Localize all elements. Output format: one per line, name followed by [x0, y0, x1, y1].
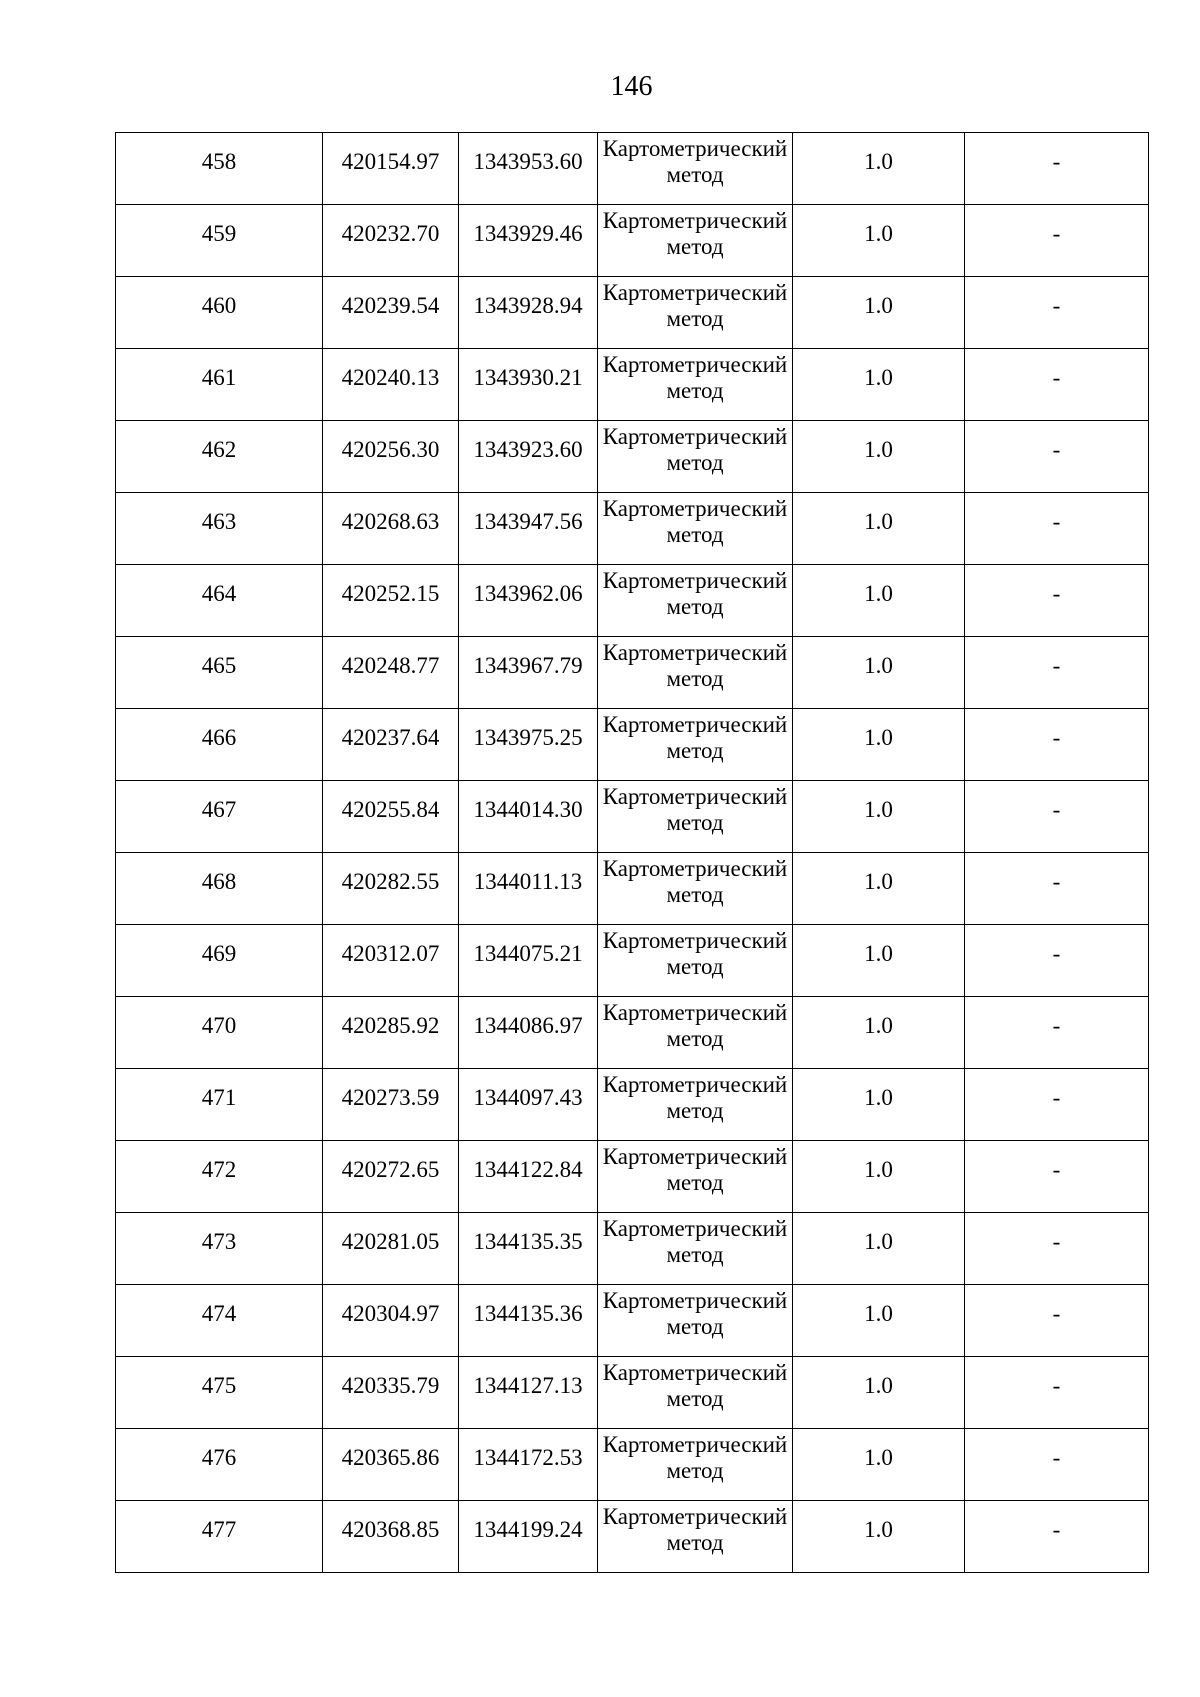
y-coordinate-cell: 1344199.24 [459, 1501, 598, 1573]
table-row [116, 277, 1149, 349]
note-cell: - [965, 493, 1149, 565]
table-row [116, 1285, 1149, 1357]
note-cell: - [965, 709, 1149, 781]
table-row [116, 1213, 1149, 1285]
table-row [116, 925, 1149, 997]
point-number-cell: 460 [116, 277, 323, 349]
method-cell: Картометрический метод [598, 1429, 793, 1501]
accuracy-cell: 1.0 [793, 1069, 965, 1141]
method-cell: Картометрический метод [598, 997, 793, 1069]
method-cell: Картометрический метод [598, 1069, 793, 1141]
point-number-cell: 473 [116, 1213, 323, 1285]
table-row [116, 1429, 1149, 1501]
page-number: 146 [610, 71, 653, 102]
y-coordinate-cell: 1343962.06 [459, 565, 598, 637]
note-cell: - [965, 853, 1149, 925]
x-coordinate-cell: 420252.15 [323, 565, 459, 637]
x-coordinate-cell: 420282.55 [323, 853, 459, 925]
point-number-cell: 471 [116, 1069, 323, 1141]
method-cell: Картометрический метод [598, 493, 793, 565]
note-cell: - [965, 565, 1149, 637]
note-cell: - [965, 349, 1149, 421]
x-coordinate-cell: 420239.54 [323, 277, 459, 349]
note-cell: - [965, 1213, 1149, 1285]
note-cell: - [965, 1285, 1149, 1357]
method-cell: Картометрический метод [598, 565, 793, 637]
y-coordinate-cell: 1344075.21 [459, 925, 598, 997]
table-row [116, 349, 1149, 421]
y-coordinate-cell: 1344014.30 [459, 781, 598, 853]
note-cell: - [965, 1501, 1149, 1573]
y-coordinate-cell: 1344011.13 [459, 853, 598, 925]
table-row [116, 565, 1149, 637]
accuracy-cell: 1.0 [793, 493, 965, 565]
note-cell: - [965, 637, 1149, 709]
y-coordinate-cell: 1343947.56 [459, 493, 598, 565]
y-coordinate-cell: 1343929.46 [459, 205, 598, 277]
y-coordinate-cell: 1344172.53 [459, 1429, 598, 1501]
table-row [116, 709, 1149, 781]
method-cell: Картометрический метод [598, 277, 793, 349]
x-coordinate-cell: 420312.07 [323, 925, 459, 997]
note-cell: - [965, 277, 1149, 349]
table-row [116, 493, 1149, 565]
table-row [116, 1141, 1149, 1213]
accuracy-cell: 1.0 [793, 853, 965, 925]
accuracy-cell: 1.0 [793, 709, 965, 781]
method-cell: Картометрический метод [598, 709, 793, 781]
note-cell: - [965, 1357, 1149, 1429]
point-number-cell: 469 [116, 925, 323, 997]
y-coordinate-cell: 1343967.79 [459, 637, 598, 709]
note-cell: - [965, 1069, 1149, 1141]
y-coordinate-cell: 1344097.43 [459, 1069, 598, 1141]
note-cell: - [965, 1141, 1149, 1213]
accuracy-cell: 1.0 [793, 1213, 965, 1285]
accuracy-cell: 1.0 [793, 1285, 965, 1357]
note-cell: - [965, 205, 1149, 277]
accuracy-cell: 1.0 [793, 421, 965, 493]
note-cell: - [965, 781, 1149, 853]
x-coordinate-cell: 420335.79 [323, 1357, 459, 1429]
y-coordinate-cell: 1343953.60 [459, 133, 598, 205]
method-cell: Картометрический метод [598, 1357, 793, 1429]
point-number-cell: 475 [116, 1357, 323, 1429]
table-row [116, 205, 1149, 277]
method-cell: Картометрический метод [598, 133, 793, 205]
x-coordinate-cell: 420285.92 [323, 997, 459, 1069]
method-cell: Картометрический метод [598, 781, 793, 853]
note-cell: - [965, 133, 1149, 205]
point-number-cell: 468 [116, 853, 323, 925]
table-row [116, 1501, 1149, 1573]
accuracy-cell: 1.0 [793, 349, 965, 421]
accuracy-cell: 1.0 [793, 781, 965, 853]
coordinates-table [115, 132, 1149, 1573]
method-cell: Картометрический метод [598, 1285, 793, 1357]
table-row [116, 637, 1149, 709]
x-coordinate-cell: 420232.70 [323, 205, 459, 277]
point-number-cell: 474 [116, 1285, 323, 1357]
accuracy-cell: 1.0 [793, 133, 965, 205]
y-coordinate-cell: 1343923.60 [459, 421, 598, 493]
y-coordinate-cell: 1344135.35 [459, 1213, 598, 1285]
point-number-cell: 465 [116, 637, 323, 709]
table-body [116, 133, 1149, 1573]
y-coordinate-cell: 1344135.36 [459, 1285, 598, 1357]
table-row [116, 421, 1149, 493]
accuracy-cell: 1.0 [793, 277, 965, 349]
x-coordinate-cell: 420255.84 [323, 781, 459, 853]
accuracy-cell: 1.0 [793, 925, 965, 997]
x-coordinate-cell: 420365.86 [323, 1429, 459, 1501]
accuracy-cell: 1.0 [793, 637, 965, 709]
point-number-cell: 467 [116, 781, 323, 853]
table-row [116, 133, 1149, 205]
accuracy-cell: 1.0 [793, 997, 965, 1069]
point-number-cell: 470 [116, 997, 323, 1069]
x-coordinate-cell: 420272.65 [323, 1141, 459, 1213]
method-cell: Картометрический метод [598, 637, 793, 709]
y-coordinate-cell: 1343930.21 [459, 349, 598, 421]
method-cell: Картометрический метод [598, 1141, 793, 1213]
point-number-cell: 459 [116, 205, 323, 277]
x-coordinate-cell: 420268.63 [323, 493, 459, 565]
y-coordinate-cell: 1344086.97 [459, 997, 598, 1069]
table-row [116, 1069, 1149, 1141]
accuracy-cell: 1.0 [793, 1357, 965, 1429]
table-row [116, 781, 1149, 853]
x-coordinate-cell: 420154.97 [323, 133, 459, 205]
point-number-cell: 472 [116, 1141, 323, 1213]
point-number-cell: 477 [116, 1501, 323, 1573]
x-coordinate-cell: 420281.05 [323, 1213, 459, 1285]
y-coordinate-cell: 1344127.13 [459, 1357, 598, 1429]
y-coordinate-cell: 1344122.84 [459, 1141, 598, 1213]
point-number-cell: 464 [116, 565, 323, 637]
table-row [116, 853, 1149, 925]
table-row [116, 997, 1149, 1069]
point-number-cell: 462 [116, 421, 323, 493]
method-cell: Картометрический метод [598, 1213, 793, 1285]
y-coordinate-cell: 1343975.25 [459, 709, 598, 781]
point-number-cell: 466 [116, 709, 323, 781]
method-cell: Картометрический метод [598, 853, 793, 925]
method-cell: Картометрический метод [598, 349, 793, 421]
accuracy-cell: 1.0 [793, 1501, 965, 1573]
x-coordinate-cell: 420304.97 [323, 1285, 459, 1357]
note-cell: - [965, 925, 1149, 997]
table-row [116, 1357, 1149, 1429]
method-cell: Картометрический метод [598, 1501, 793, 1573]
accuracy-cell: 1.0 [793, 205, 965, 277]
point-number-cell: 461 [116, 349, 323, 421]
x-coordinate-cell: 420273.59 [323, 1069, 459, 1141]
x-coordinate-cell: 420237.64 [323, 709, 459, 781]
point-number-cell: 476 [116, 1429, 323, 1501]
y-coordinate-cell: 1343928.94 [459, 277, 598, 349]
accuracy-cell: 1.0 [793, 1429, 965, 1501]
method-cell: Картометрический метод [598, 205, 793, 277]
method-cell: Картометрический метод [598, 925, 793, 997]
x-coordinate-cell: 420248.77 [323, 637, 459, 709]
method-cell: Картометрический метод [598, 421, 793, 493]
note-cell: - [965, 997, 1149, 1069]
x-coordinate-cell: 420368.85 [323, 1501, 459, 1573]
accuracy-cell: 1.0 [793, 565, 965, 637]
x-coordinate-cell: 420256.30 [323, 421, 459, 493]
accuracy-cell: 1.0 [793, 1141, 965, 1213]
point-number-cell: 463 [116, 493, 323, 565]
x-coordinate-cell: 420240.13 [323, 349, 459, 421]
note-cell: - [965, 421, 1149, 493]
note-cell: - [965, 1429, 1149, 1501]
point-number-cell: 458 [116, 133, 323, 205]
